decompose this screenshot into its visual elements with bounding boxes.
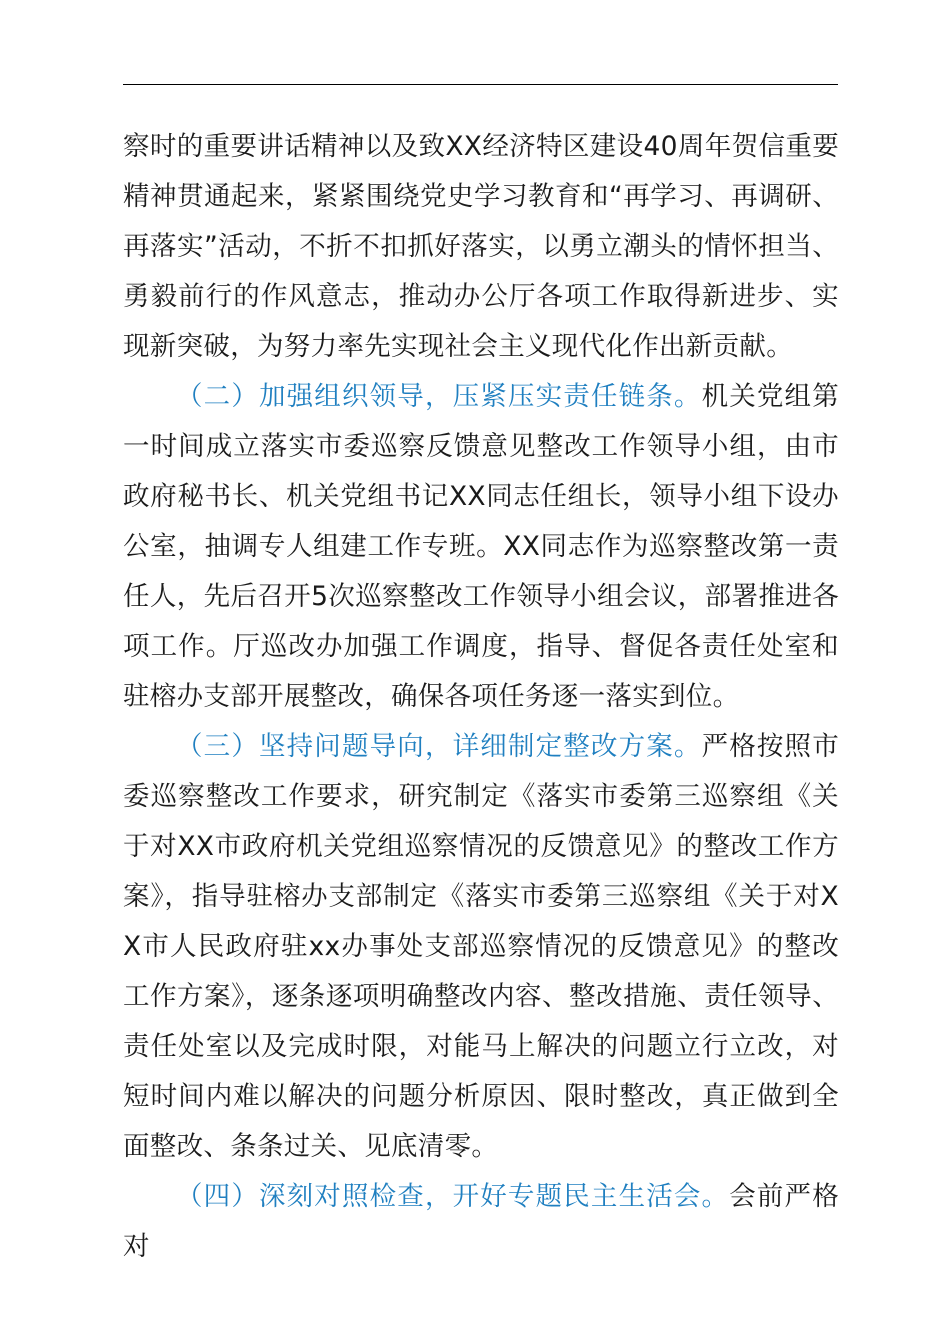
section-heading: （四）深刻对照检查，开好专题民主生活会。: [176, 1181, 730, 1212]
paragraph-text: 会前严格对: [123, 1181, 840, 1262]
section-heading: （二）加强组织领导，压紧压实责任链条。: [176, 381, 702, 412]
section-heading: （三）坚持问题导向，详细制定整改方案。: [176, 731, 702, 762]
paragraph-text: 察时的重要讲话精神以及致XX经济特区建设40周年贺信重要精神贯通起来，紧紧围绕党史学习教育和“再学习、再调研、再落实”活动，不折不扣抓好落实，以勇立潮头的情怀担当、勇毅前行的作风意志，推动办公厅各项工作取得新进步、实现新突破，为努力率先实现社会主义现代化作出新贡献。: [123, 131, 839, 362]
paragraph-text: 机关党组第一时间成立落实市委巡察反馈意见整改工作领导小组，由市政府秘书长、机关党组书记XX同志任组长，领导小组下设办公室，抽调专人组建工作专班。XX同志作为巡察整改第一责任人，先后召开5次巡察整改工作领导小组会议，部署推进各项工作。厅巡改办加强工作调度，指导、督促各责任处室和驻榕办支部开展整改，确保各项任务逐一落实到位。: [123, 381, 840, 712]
paragraph-continuation: [123, 122, 839, 372]
paragraph-section-2: [123, 372, 839, 722]
paragraph-text: 严格按照市委巡察整改工作要求，研究制定《落实市委第三巡察组《关于对XX市政府机关党组巡察情况的反馈意见》的整改工作方案》，指导驻榕办支部制定《落实市委第三巡察组《关于对XX市人民政府驻xx办事处支部巡察情况的反馈意见》的整改工作方案》，逐条逐项明确整改内容、整改措施、责任领导、责任处室以及完成时限，对能马上解决的问题立行立改，对短时间内难以解决的问题分析原因、限时整改，真正做到全面整改、条条过关、见底清零。: [123, 731, 840, 1162]
paragraph-section-4: [123, 1172, 839, 1272]
header-rule: [123, 84, 838, 85]
document-body: [123, 122, 839, 1272]
paragraph-section-3: [123, 722, 839, 1172]
